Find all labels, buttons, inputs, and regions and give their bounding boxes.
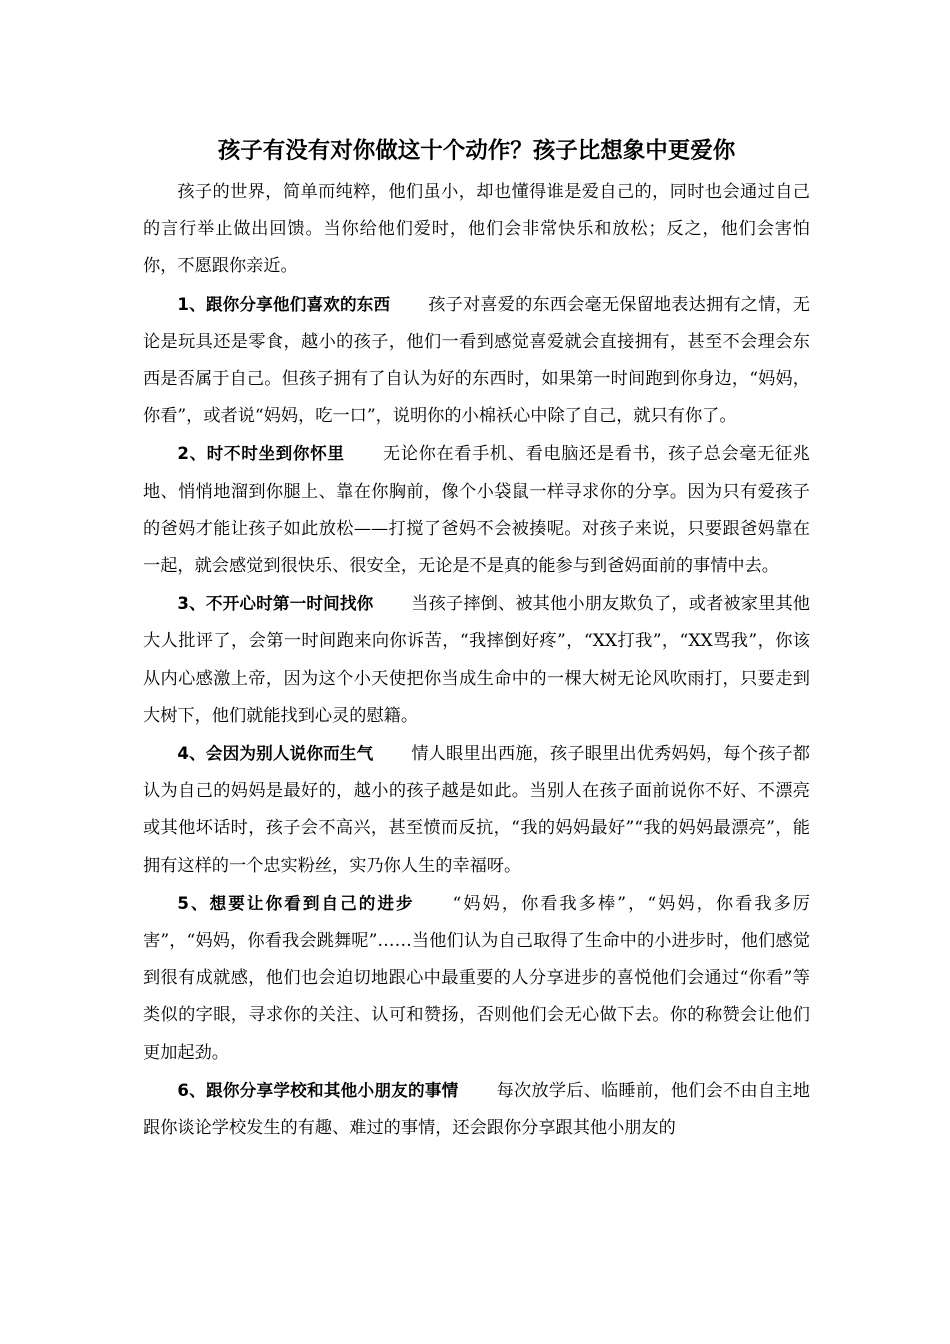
section-heading: 5、想要让你看到自己的进步 — [177, 893, 415, 913]
section-5 — [143, 885, 810, 1072]
intro-paragraph: 孩子的世界，简单而纯粹，他们虽小，却也懂得谁是爱自己的，同时也会通过自己的言行举止做出回馈。当你给他们爱时，他们会非常快乐和放松；反之，他们会害怕你，不愿跟你亲近。 — [143, 182, 810, 277]
section-body: 当孩子摔倒、被其他小朋友欺负了，或者被家里其他大人批评了，会第一时间跑来向你诉苦，“我摔倒好疼”，“XX打我”，“XX骂我”，你该从内心感激上帝，因为这个小天使把你当成生命中的一棵大树无论风吹雨打，只要走到大树下，他们就能找到心灵的慰籍。 — [143, 594, 810, 726]
section-heading: 1、跟你分享他们喜欢的东西 — [177, 294, 391, 314]
section-4 — [143, 735, 810, 885]
section-body: “妈妈，你看我多棒”，“妈妈，你看我多厉害”，“妈妈，你看我会跳舞呢”……当他们认为自己取得了生命中的小进步时，他们感觉到很有成就感，他们也会迫切地跟心中最重要的人分享进步的喜悦他们会通过“你看”等类似的字眼，寻求你的关注、认可和赞扬，否则他们会无心做下去。你的称赞会让他们更加起劲。 — [143, 893, 810, 1063]
section-1 — [143, 286, 810, 436]
document-title: 孩子有没有对你做这十个动作？孩子比想象中更爱你 — [217, 138, 736, 164]
section-body: 情人眼里出西施，孩子眼里出优秀妈妈，每个孩子都认为自己的妈妈是最好的，越小的孩子越是如此。当别人在孩子面前说你不好、不漂亮或其他坏话时，孩子会不高兴，甚至愤而反抗，“我的妈妈最好”“我的妈妈最漂亮”，能拥有这样的一个忠实粉丝，实乃你人生的幸福呀。 — [143, 744, 810, 876]
section-3 — [143, 585, 810, 735]
section-heading: 4、会因为别人说你而生气 — [177, 744, 374, 764]
section-heading: 3、不开心时第一时间找你 — [177, 594, 374, 614]
section-body: 孩子对喜爱的东西会毫无保留地表达拥有之情，无论是玩具还是零食，越小的孩子，他们一看到感觉喜爱就会直接拥有，甚至不会理会东西是否属于自己。但孩子拥有了自认为好的东西时，如果第一时间跑到你身边，“妈妈，你看”，或者说“妈妈，吃一口”，说明你的小棉袄心中除了自己，就只有你了。 — [143, 294, 810, 427]
section-6 — [143, 1072, 810, 1147]
section-body: 每次放学后、临睡前，他们会不由自主地跟你谈论学校发生的有趣、难过的事情，还会跟你分享跟其他小朋友的 — [143, 1080, 810, 1139]
section-2 — [143, 435, 810, 585]
section-heading: 6、跟你分享学校和其他小朋友的事情 — [177, 1080, 459, 1100]
section-heading: 2、时不时坐到你怀里 — [177, 444, 345, 464]
document-page — [143, 128, 810, 1147]
section-body: 无论你在看手机、看电脑还是看书，孩子总会毫无征兆地、悄悄地溜到你腿上、靠在你胸前，像个小袋鼠一样寻求你的分享。因为只有爱孩子的爸妈才能让孩子如此放松——打搅了爸妈不会被揍呢。对孩子来说，只要跟爸妈靠在一起，就会感觉到很快乐、很安全，无论是不是真的能参与到爸妈面前的事情中去。 — [143, 444, 810, 577]
